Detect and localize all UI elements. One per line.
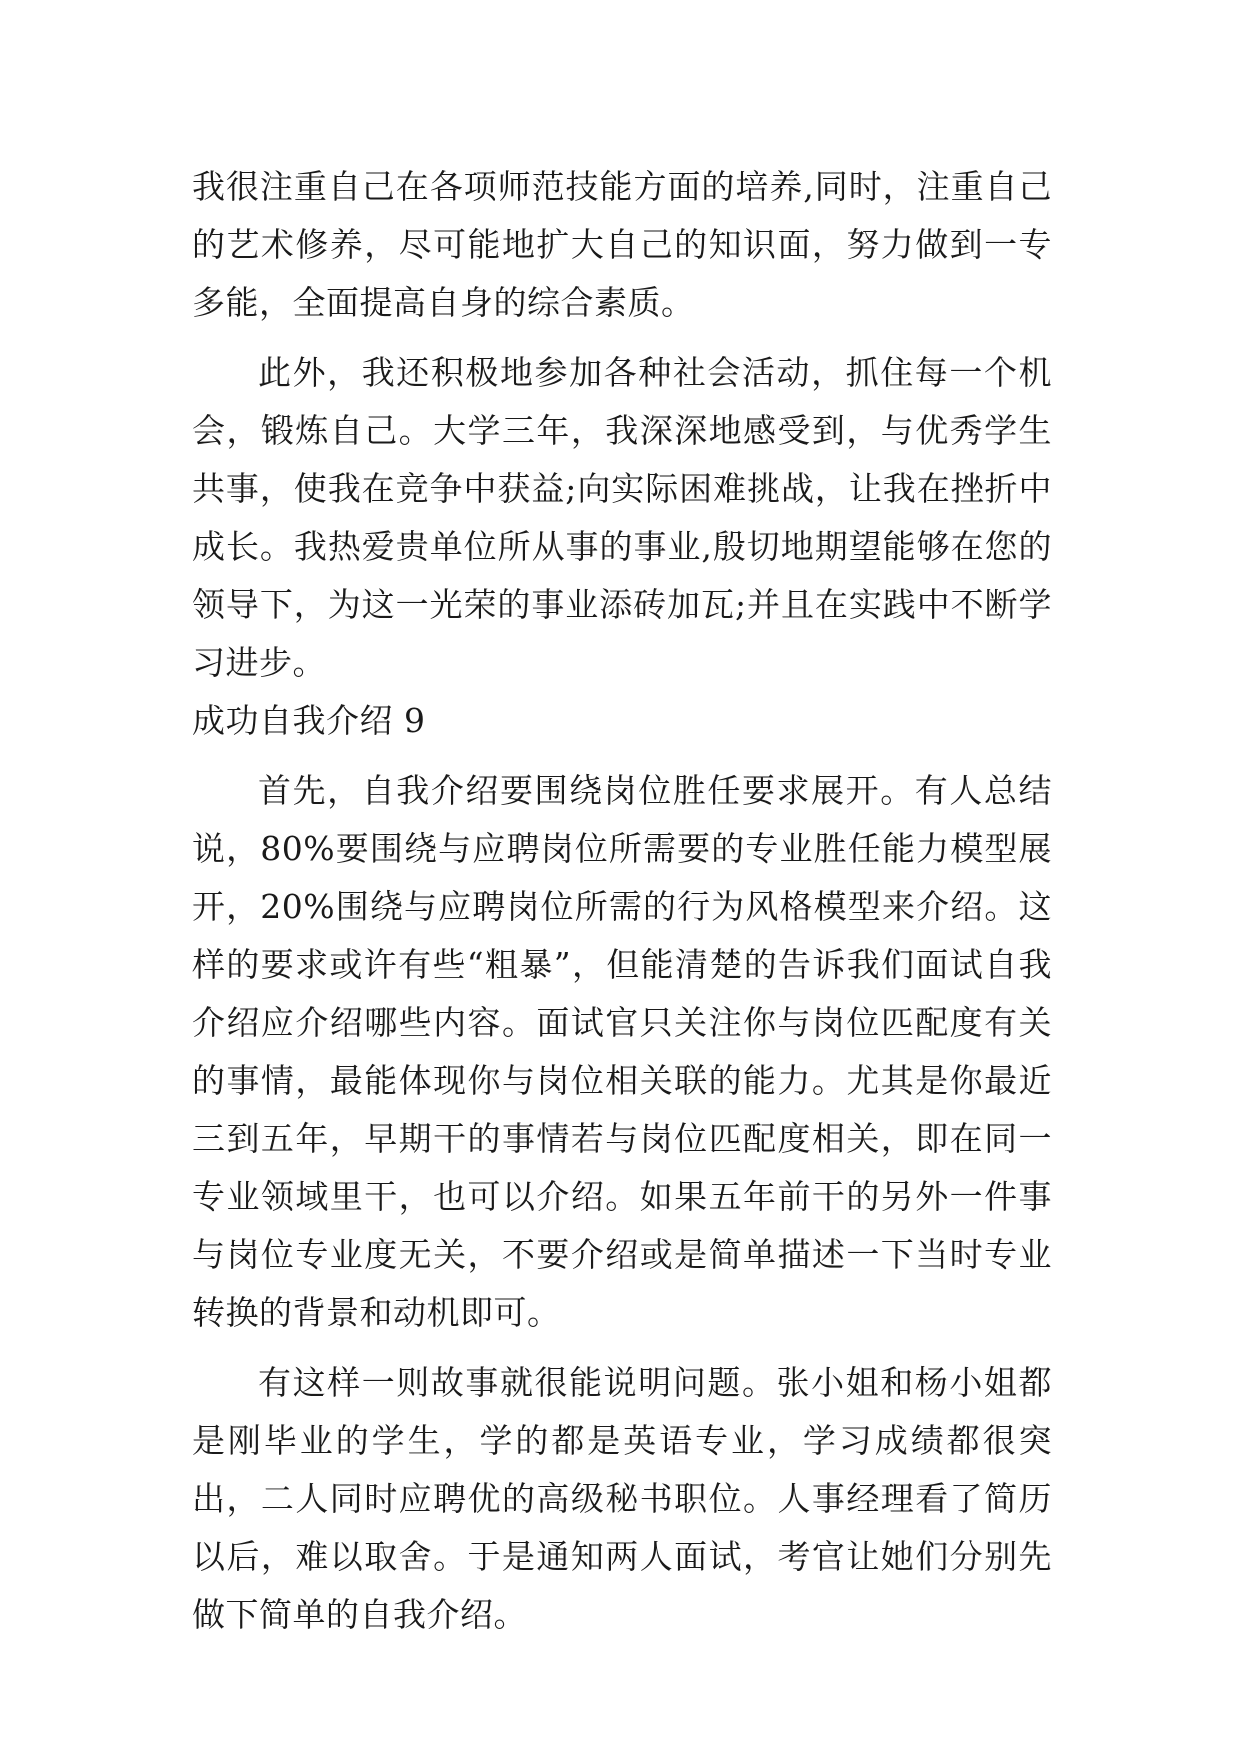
document-body <box>192 158 1052 1644</box>
paragraph-skills: 我很注重自己在各项师范技能方面的培养,同时，注重自己的艺术修养，尽可能地扩大自己的知识面，努力做到一专多能，全面提高自身的综合素质。 <box>192 167 1052 322</box>
paragraph-activities: 此外，我还积极地参加各种社会活动，抓住每一个机会，锻炼自己。大学三年，我深深地感受到，与优秀学生共事，使我在竞争中获益;向实际困难挑战，让我在挫折中成长。我热爱贵单位所从事的事业,殷切地期望能够在您的领导下，为这一光荣的事业添砖加瓦;并且在实践中不断学习进步。 <box>192 353 1052 682</box>
section-heading: 成功自我介绍 9 <box>192 701 426 740</box>
paragraph-story: 有这样一则故事就很能说明问题。张小姐和杨小姐都是刚毕业的学生，学的都是英语专业，学习成绩都很突出，二人同时应聘优的高级秘书职位。人事经理看了简历以后，难以取舍。于是通知两人面试，考官让她们分别先做下简单的自我介绍。 <box>192 1363 1052 1634</box>
paragraph-first: 首先，自我介绍要围绕岗位胜任要求展开。有人总结说，80%要围绕与应聘岗位所需要的专业胜任能力模型展开，20%围绕与应聘岗位所需的行为风格模型来介绍。这样的要求或许有些“粗暴”，但能清楚的告诉我们面试自我介绍应介绍哪些内容。面试官只关注你与岗位匹配度有关的事情，最能体现你与岗位相关联的能力。尤其是你最近三到五年，早期干的事情若与岗位匹配度相关，即在同一专业领域里干，也可以介绍。如果五年前干的另外一件事与岗位专业度无关，不要介绍或是简单描述一下当时专业转换的背景和动机即可。 <box>192 771 1052 1332</box>
